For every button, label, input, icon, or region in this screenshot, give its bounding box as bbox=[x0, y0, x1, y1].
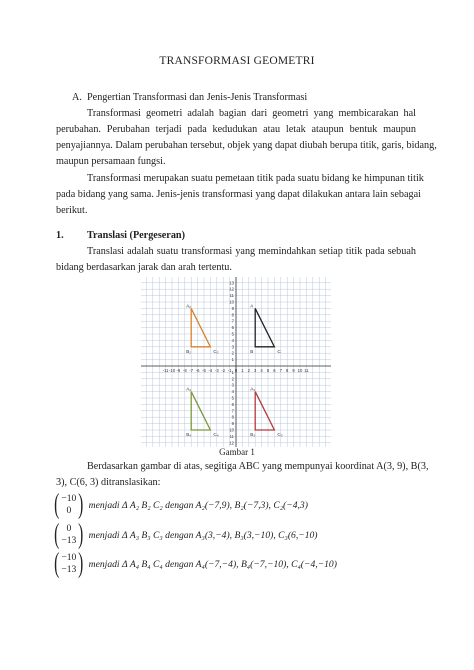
vertex-label: B₃ bbox=[250, 432, 256, 437]
section-1-heading: Translasi (Pergeseran) bbox=[87, 230, 185, 241]
para4-line1: Berdasarkan gambar di atas, segitiga ABC yang mempunyai koordinat A(3, 9), B(3, bbox=[87, 461, 429, 472]
x-tick-label: -7 bbox=[189, 368, 194, 373]
x-tick-label: 11 bbox=[304, 368, 309, 373]
y-tick-label: 7 bbox=[231, 408, 234, 414]
vertex-label: A₄ bbox=[186, 386, 192, 392]
para2-line2: pada bidang yang sama. Jenis-jenis transformasi yang dapat dilakukan antara lain sebagai bbox=[56, 189, 421, 200]
x-tick-label: 10 bbox=[297, 368, 303, 373]
y-tick-label: 11 bbox=[229, 293, 234, 299]
x-tick-label: -3 bbox=[214, 368, 219, 373]
y-tick-label: 3 bbox=[231, 344, 234, 350]
x-tick-label: 3 bbox=[254, 368, 257, 373]
translation-formula-2 bbox=[52, 519, 318, 550]
para1-line1: Transformasi geometri adalah bagian dari geometri yang membicarakan hal bbox=[87, 108, 416, 119]
x-tick-label: -4 bbox=[208, 368, 213, 373]
para1-line3: penyajiannya. Dalam perubahan tersebut, objek yang dapat diubah berupa titik, garis, bidang, bbox=[56, 140, 437, 151]
x-tick-label: 6 bbox=[273, 368, 276, 373]
x-tick-label: -1 bbox=[227, 368, 232, 373]
coordinate-grid bbox=[141, 277, 331, 447]
x-tick-label: 7 bbox=[279, 368, 282, 373]
formula-1-text: menjadi Δ A₂ B₂ C₂ dengan A₂(−7,9), B₂(−7,3), C₂(−4,3) bbox=[88, 499, 308, 511]
y-tick-label: 3 bbox=[231, 382, 234, 388]
para1-line4: maupun persamaan fungsi. bbox=[56, 156, 166, 167]
y-tick-label: 10 bbox=[229, 299, 234, 305]
y-tick-label: 2 bbox=[231, 376, 234, 382]
y-tick-label: 4 bbox=[231, 337, 234, 343]
formula-2-text: menjadi Δ A₃ B₃ C₃ dengan A₃(3,−4), B₃(3,−10), C₃(6,−10) bbox=[88, 529, 318, 541]
para4-line2: 3), C(6, 3) ditranslasikan: bbox=[56, 477, 161, 488]
vector-2-top: 0 bbox=[66, 523, 72, 534]
y-tick-label: 6 bbox=[231, 325, 234, 331]
vertex-label: A₃ bbox=[250, 386, 256, 392]
x-tick-label: 1 bbox=[241, 368, 244, 373]
figure-caption: Gambar 1 bbox=[219, 447, 255, 457]
x-tick-label: -9 bbox=[176, 368, 181, 373]
section-1-marker: 1. bbox=[56, 230, 64, 241]
x-tick-label: 5 bbox=[266, 368, 270, 373]
para3-line2: bidang berdasarkan jarak dan arah tertentu. bbox=[56, 262, 232, 273]
x-tick-label: -5 bbox=[202, 368, 206, 373]
document-title: TRANSFORMASI GEOMETRI bbox=[159, 55, 315, 67]
translation-formula-1 bbox=[52, 489, 308, 520]
y-tick-label: 4 bbox=[231, 389, 234, 395]
vector-1-top: −10 bbox=[61, 493, 77, 504]
translation-formula-3 bbox=[52, 548, 337, 579]
translation-vector-3: ( −10 −13 ) bbox=[54, 548, 84, 579]
formula-3-text: menjadi Δ A₄ B₄ C₄ dengan A₄(−7,−4), B₄(−7,−10), C₄(−4,−10) bbox=[88, 558, 337, 570]
y-tick-label: 12 bbox=[229, 440, 234, 446]
section-a-heading: Pengertian Transformasi dan Jenis-Jenis Transformasi bbox=[87, 92, 308, 103]
vertex-label: C₃ bbox=[277, 432, 283, 437]
x-tick-label: 0 bbox=[234, 368, 238, 373]
y-tick-label: 10 bbox=[229, 427, 234, 433]
y-tick-label: 13 bbox=[229, 280, 234, 286]
y-tick-label: 5 bbox=[231, 331, 234, 337]
x-tick-label: 2 bbox=[247, 368, 250, 373]
vertex-label: C₂ bbox=[213, 348, 219, 354]
section-a-marker: A. bbox=[72, 92, 82, 103]
vector-3-top: −10 bbox=[61, 552, 77, 563]
vertex-label: B₄ bbox=[186, 432, 192, 437]
vertex-label: B₂ bbox=[186, 348, 192, 354]
x-tick-label: -6 bbox=[195, 368, 200, 373]
x-tick-label: 9 bbox=[292, 368, 295, 373]
x-tick-label: 8 bbox=[286, 368, 289, 373]
y-tick-label: 1 bbox=[231, 357, 234, 363]
y-tick-label: 1 bbox=[231, 369, 234, 375]
y-tick-label: 8 bbox=[231, 414, 234, 420]
x-tick-label: -2 bbox=[221, 368, 226, 373]
x-tick-label: 4 bbox=[260, 368, 263, 373]
x-tick-label: -11 bbox=[162, 368, 169, 373]
y-tick-label: 6 bbox=[231, 401, 234, 407]
y-tick-label: 9 bbox=[231, 305, 234, 311]
vertex-label: A₂ bbox=[186, 303, 192, 309]
para3-line1: Translasi adalah suatu transformasi yang memindahkan setiap titik pada sebuah bbox=[87, 246, 416, 257]
vector-2-bottom: −13 bbox=[61, 535, 77, 546]
vertex-label: A bbox=[250, 303, 254, 309]
y-tick-label: 12 bbox=[229, 286, 234, 292]
vector-3-bottom: −13 bbox=[61, 564, 77, 575]
y-tick-label: 11 bbox=[229, 433, 234, 439]
vector-1-bottom: 0 bbox=[66, 505, 72, 516]
y-tick-label: 2 bbox=[231, 350, 234, 356]
x-tick-label: -10 bbox=[168, 368, 176, 373]
translation-vector-1: ( −10 0 ) bbox=[54, 489, 84, 520]
y-tick-label: 9 bbox=[231, 421, 234, 427]
vertex-label: C bbox=[277, 348, 281, 354]
translation-figure bbox=[141, 277, 331, 447]
vertex-label: B bbox=[250, 348, 254, 354]
para1-line2: perubahan. Perubahan terjadi pada kedudukan atau letak ataupun bentuk maupun bbox=[56, 124, 416, 135]
x-tick-label: -8 bbox=[182, 368, 187, 373]
y-tick-label: 8 bbox=[231, 312, 234, 318]
y-tick-label: 5 bbox=[231, 395, 234, 401]
translation-vector-2: ( 0 −13 ) bbox=[54, 519, 84, 550]
para2-line1: Transformasi merupakan suatu pemetaan titik pada suatu bidang ke himpunan titik bbox=[87, 173, 424, 184]
para2-line3: berikut. bbox=[56, 205, 88, 216]
y-tick-label: 7 bbox=[231, 318, 234, 324]
vertex-label: C₄ bbox=[213, 432, 219, 437]
